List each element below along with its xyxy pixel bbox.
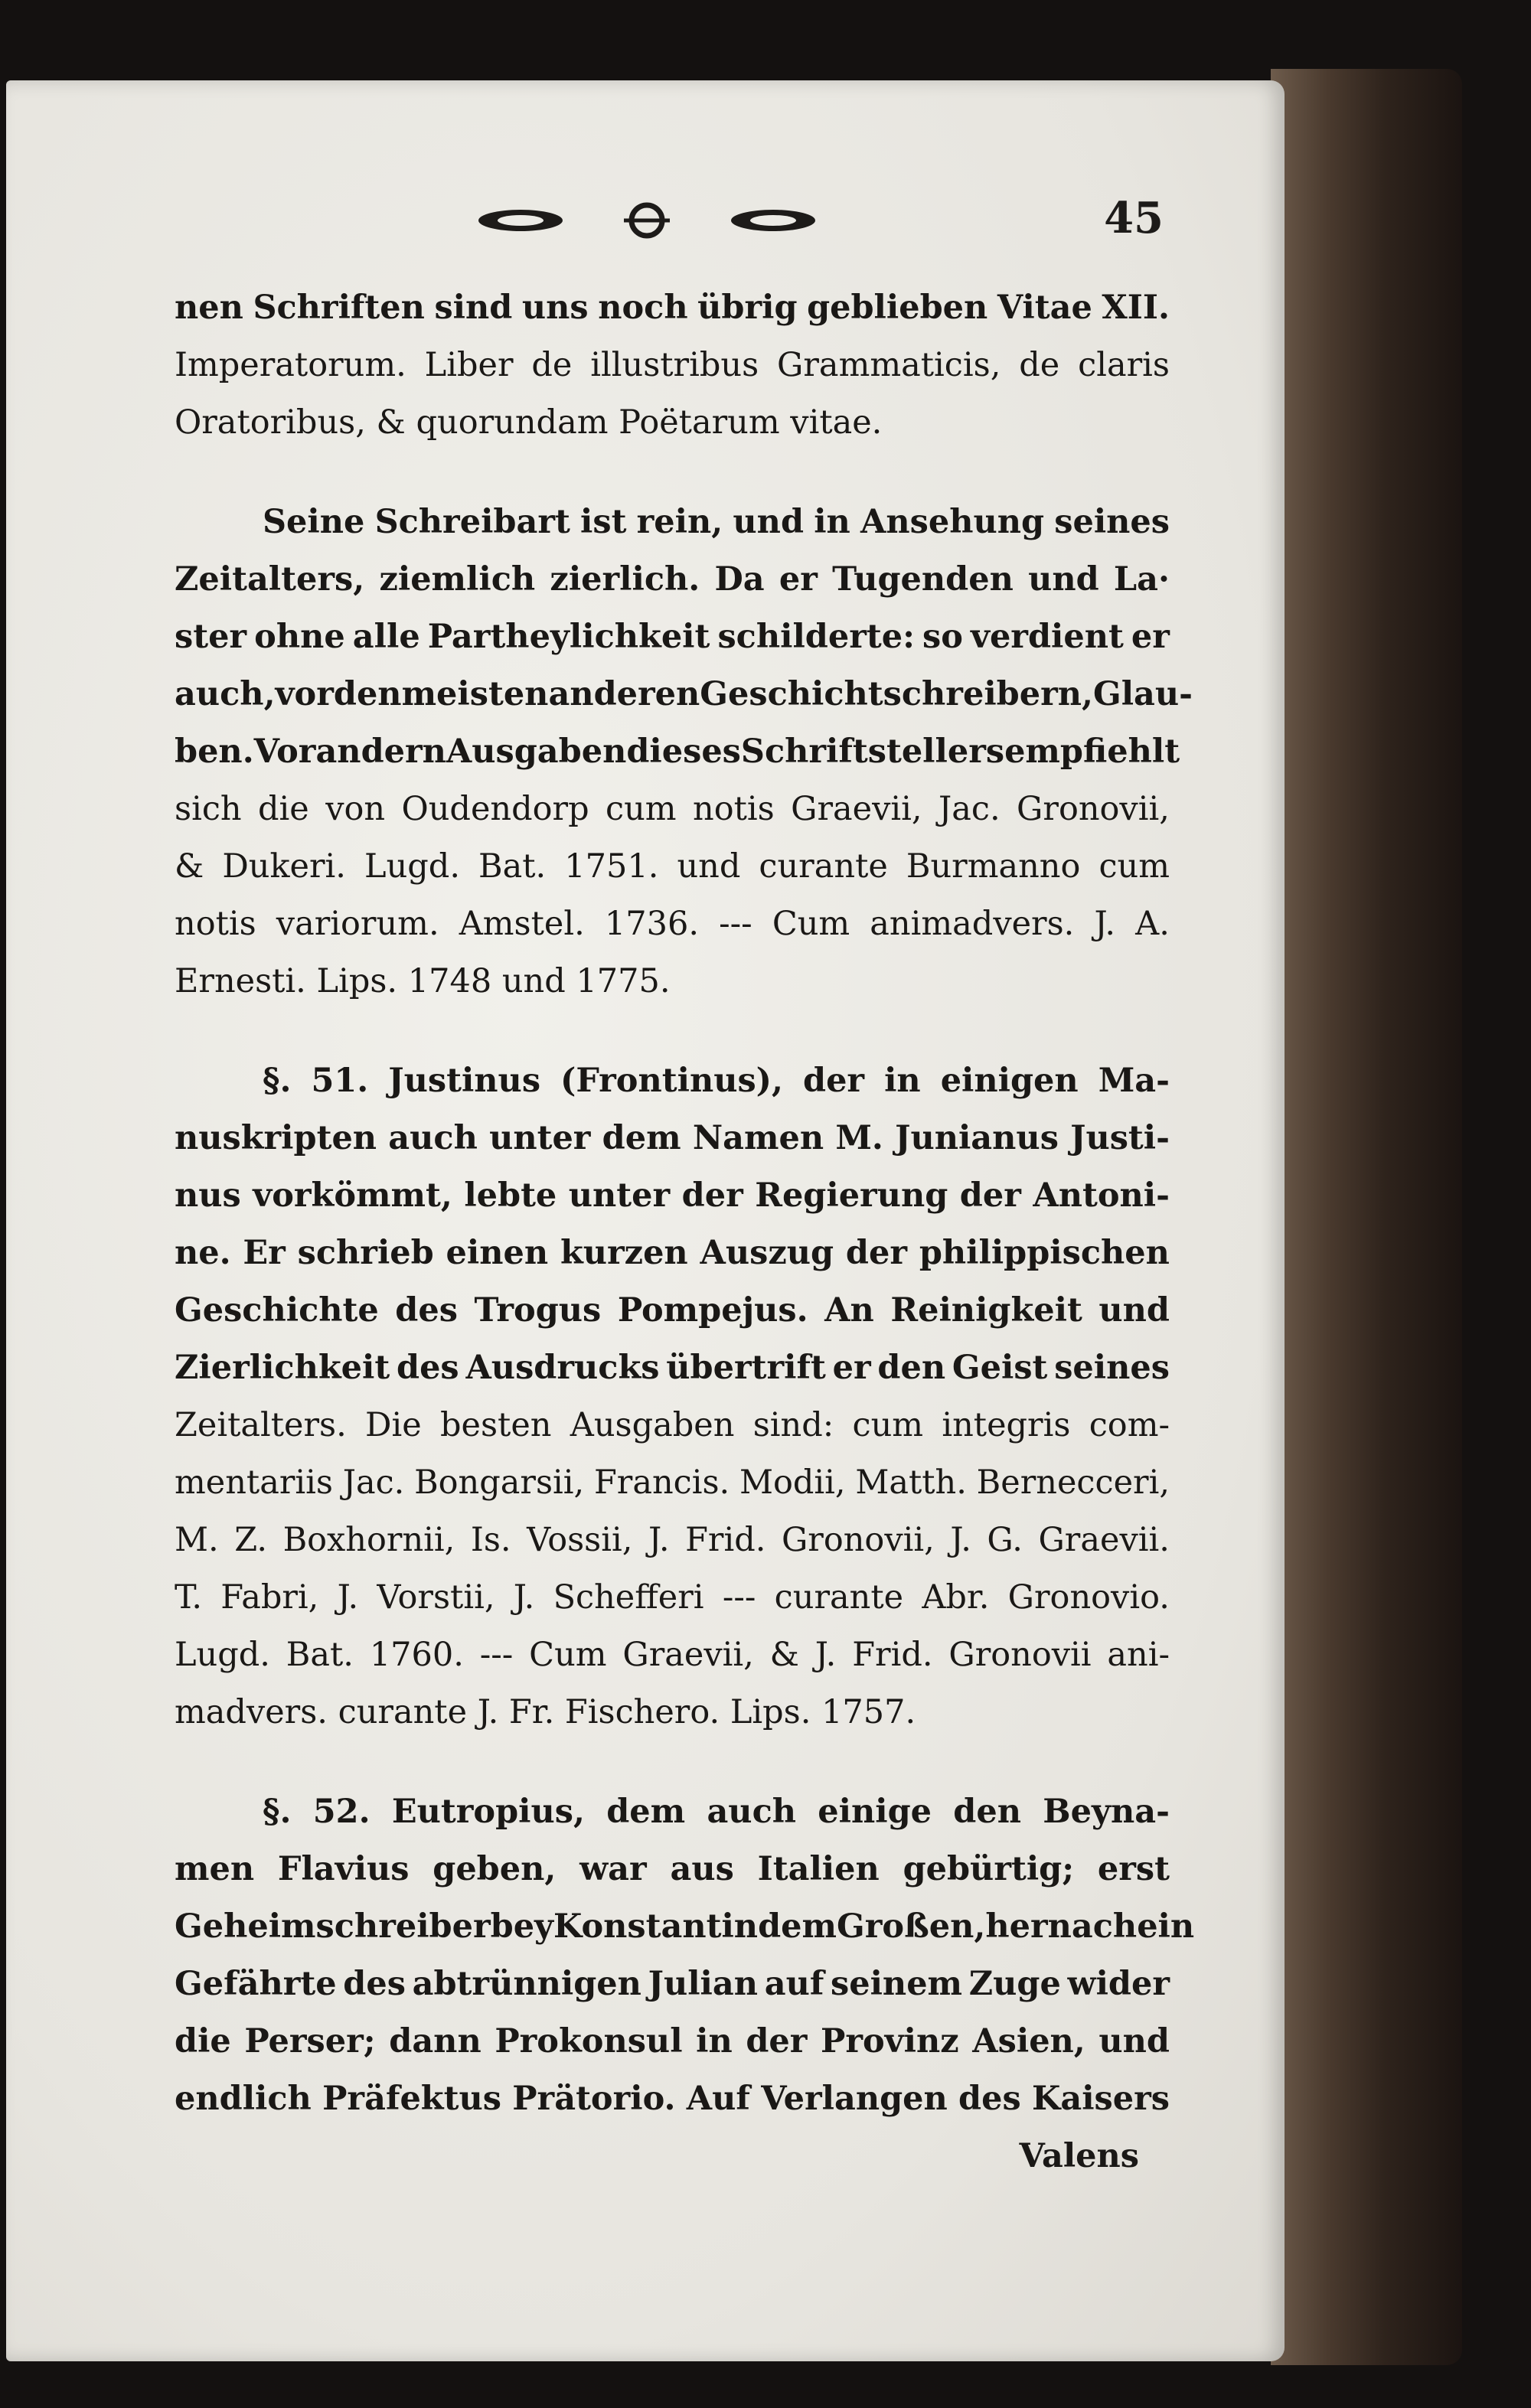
text-line: Zierlichkeit des Ausdrucks übertrift er den Geist seines [175, 1349, 1170, 1387]
text-line: nuskripten auch unter dem Namen M. Junianus Justi- [175, 1119, 1170, 1157]
page-header [176, 191, 1164, 253]
text-line: auch, vor den meisten anderen Geschichtschreibern, Glau- [175, 675, 1193, 713]
text-line: Geheimschreiber bey Konstantin dem Großen, hernach ein [175, 1907, 1195, 1946]
text-line: T. Fabri, J. Vorstii, J. Schefferi --- curante Abr. Gronovio. [175, 1578, 1170, 1617]
text-line: & Dukeri. Lugd. Bat. 1751. und curante Burmanno cum [175, 847, 1170, 886]
text-line: Oratoribus, & quorundam Poëtarum vitae. [175, 403, 883, 442]
text-line: Imperatorum. Liber de illustribus Grammaticis, de claris [175, 346, 1170, 384]
text-line: Zeitalters. Die besten Ausgaben sind: cum integris com- [175, 1406, 1170, 1444]
text-line: Seine Schreibart ist rein, und in Ansehung seines [263, 503, 1170, 541]
text-line: nen Schriften sind uns noch übrig geblieben Vitae XII. [175, 289, 1170, 327]
paragraph-gap [175, 1741, 1170, 1783]
section-heading-51: §. 51. Justinus (Frontinus), der in einigen Ma- [263, 1062, 1170, 1100]
text-line: M. Z. Boxhornii, Is. Vossii, J. Frid. Gronovii, J. G. Graevii. [175, 1521, 1170, 1559]
text-line: mentariis Jac. Bongarsii, Francis. Modii, Matth. Bernecceri, [175, 1463, 1170, 1502]
text-line: nus vorkömmt, lebte unter der Regierung der Antoni- [175, 1176, 1170, 1215]
body-text [175, 279, 1195, 2185]
text-line: Zeitalters, ziemlich zierlich. Da er Tugenden und La· [175, 560, 1170, 599]
text-line: sich die von Oudendorp cum notis Graevii, Jac. Gronovii, [175, 790, 1170, 828]
book-edge [1271, 69, 1462, 2365]
text-line: Gefährte des abtrünnigen Julian auf seinem Zuge wider [175, 1965, 1170, 2003]
catchword: Valens [1019, 2137, 1139, 2175]
ornament-divider-icon [475, 197, 819, 243]
text-line: Lugd. Bat. 1760. --- Cum Graevii, & J. Frid. Gronovii ani- [175, 1636, 1170, 1674]
text-line: ster ohne alle Partheylichkeit schilderte: so verdient er [175, 618, 1170, 656]
text-line: ne. Er schrieb einen kurzen Auszug der philippischen [175, 1234, 1170, 1272]
text-line: endlich Präfektus Prätorio. Auf Verlangen des Kaisers [175, 2080, 1170, 2118]
text-line: Ernesti. Lips. 1748 und 1775. [175, 962, 671, 1000]
paragraph-gap [175, 1010, 1170, 1052]
text-line: notis variorum. Amstel. 1736. --- Cum animadvers. J. A. [175, 905, 1170, 943]
text-line: Geschichte des Trogus Pompejus. An Reinigkeit und [175, 1291, 1170, 1330]
text-line: men Flavius geben, war aus Italien gebürtig; erst [175, 1850, 1170, 1888]
section-heading-52: §. 52. Eutropius, dem auch einige den Beyna- [263, 1793, 1170, 1831]
text-line: madvers. curante J. Fr. Fischero. Lips. 1757. [175, 1693, 916, 1731]
paragraph-gap [175, 452, 1170, 494]
text-line: ben. Vor andern Ausgaben dieses Schriftstellers empfiehlt [175, 733, 1180, 771]
page-number: 45 [1104, 193, 1164, 243]
text-line: die Perser; dann Prokonsul in der Provinz Asien, und [175, 2022, 1170, 2061]
